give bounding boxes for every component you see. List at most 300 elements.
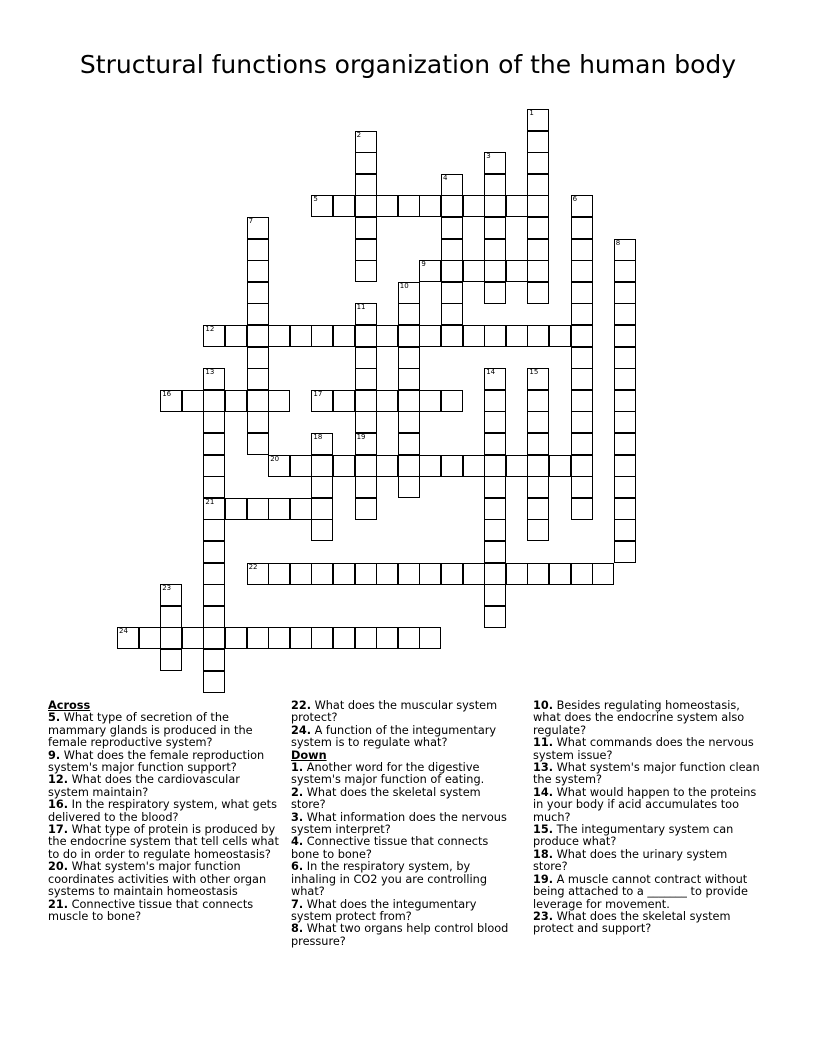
- crossword-cell[interactable]: [527, 239, 549, 261]
- crossword-cell[interactable]: [441, 195, 463, 217]
- crossword-cell[interactable]: [441, 174, 463, 196]
- crossword-cell[interactable]: [484, 152, 506, 174]
- crossword-cell[interactable]: [484, 174, 506, 196]
- crossword-cell[interactable]: [247, 325, 269, 347]
- crossword-cell[interactable]: [484, 433, 506, 455]
- crossword-cell[interactable]: [571, 433, 593, 455]
- crossword-cell[interactable]: [441, 303, 463, 325]
- clue-text: In the respiratory system, by inhaling in CO2 you are controlling what?: [291, 860, 488, 899]
- clue-item: [48, 750, 280, 775]
- clue-number: 8: [615, 238, 621, 247]
- crossword-cell[interactable]: [419, 325, 441, 347]
- crossword-cell[interactable]: [355, 563, 377, 585]
- crossword-cell[interactable]: [527, 195, 549, 217]
- crossword-cell[interactable]: [614, 476, 636, 498]
- crossword-cell[interactable]: [290, 455, 312, 477]
- clue-item: [533, 762, 765, 787]
- crossword-cell[interactable]: [571, 563, 593, 585]
- crossword-cell[interactable]: [398, 282, 420, 304]
- crossword-cell[interactable]: [441, 390, 463, 412]
- crossword-cell[interactable]: [614, 347, 636, 369]
- crossword-cell[interactable]: [203, 476, 225, 498]
- crossword-cell[interactable]: [203, 606, 225, 628]
- crossword-cell[interactable]: [311, 325, 333, 347]
- clue-number: 11.: [533, 736, 554, 750]
- crossword-cell[interactable]: [203, 433, 225, 455]
- crossword-cell[interactable]: [484, 260, 506, 282]
- crossword-cell[interactable]: [571, 303, 593, 325]
- crossword-cell[interactable]: [419, 627, 441, 649]
- crossword-cell[interactable]: [203, 563, 225, 585]
- crossword-cell[interactable]: [225, 627, 247, 649]
- crossword-cell[interactable]: [247, 433, 269, 455]
- crossword-cell[interactable]: [571, 347, 593, 369]
- clue-item: [533, 874, 765, 911]
- clue-text: What commands does the nervous system issue?: [533, 736, 754, 762]
- crossword-cell[interactable]: [398, 390, 420, 412]
- crossword-cell[interactable]: [290, 325, 312, 347]
- clue-number: 14.: [533, 785, 554, 799]
- clue-number: 10.: [533, 699, 554, 712]
- crossword-cell[interactable]: [203, 325, 225, 347]
- crossword-cell[interactable]: [614, 541, 636, 563]
- crossword-cell[interactable]: [571, 368, 593, 390]
- crossword-cell[interactable]: [484, 239, 506, 261]
- crossword-cell[interactable]: [527, 368, 549, 390]
- crossword-cell[interactable]: [571, 282, 593, 304]
- crossword-cell[interactable]: [225, 498, 247, 520]
- crossword-cell[interactable]: [355, 347, 377, 369]
- crossword-cell[interactable]: [527, 217, 549, 239]
- crossword-cell[interactable]: [182, 390, 204, 412]
- crossword-cell[interactable]: [614, 411, 636, 433]
- crossword-cell[interactable]: [203, 455, 225, 477]
- crossword-cell[interactable]: [311, 433, 333, 455]
- crossword-cell[interactable]: [355, 411, 377, 433]
- crossword-cell[interactable]: [527, 476, 549, 498]
- crossword-cell[interactable]: [463, 455, 485, 477]
- crossword-cell[interactable]: [571, 411, 593, 433]
- clue-number: 8.: [291, 922, 304, 936]
- clue-text: A function of the integumentary system is to regulate what?: [291, 723, 497, 750]
- crossword-cell[interactable]: [268, 627, 290, 649]
- crossword-cell[interactable]: [398, 433, 420, 455]
- crossword-cell[interactable]: [160, 390, 182, 412]
- crossword-cell[interactable]: [463, 563, 485, 585]
- crossword-cell[interactable]: [247, 260, 269, 282]
- clue-item: [291, 700, 517, 725]
- crossword-cell[interactable]: [203, 498, 225, 520]
- clue-item: [48, 824, 280, 861]
- clue-number: 11: [356, 303, 366, 312]
- clue-item: [533, 787, 765, 824]
- crossword-cell[interactable]: [484, 325, 506, 347]
- crossword-cell[interactable]: [355, 627, 377, 649]
- crossword-cell[interactable]: [225, 325, 247, 347]
- crossword-cell[interactable]: [484, 411, 506, 433]
- crossword-cell[interactable]: [311, 519, 333, 541]
- crossword-cell[interactable]: [484, 584, 506, 606]
- crossword-cell[interactable]: [203, 411, 225, 433]
- crossword-cell[interactable]: [484, 195, 506, 217]
- crossword-cell[interactable]: [484, 498, 506, 520]
- crossword-cell[interactable]: [398, 303, 420, 325]
- crossword-cell[interactable]: [527, 131, 549, 153]
- crossword-cell[interactable]: [506, 325, 528, 347]
- clue-text: What does the muscular system protect?: [291, 699, 498, 725]
- clue-text: Connective tissue that connects muscle to bone?: [48, 897, 254, 923]
- crossword-cell[interactable]: [355, 239, 377, 261]
- crossword-cell[interactable]: [571, 195, 593, 217]
- crossword-cell[interactable]: [614, 498, 636, 520]
- crossword-cell[interactable]: [484, 282, 506, 304]
- crossword-cell[interactable]: [398, 563, 420, 585]
- crossword-cell[interactable]: [247, 239, 269, 261]
- clue-text: A muscle cannot contract without being attached to a _______ to provide leverage for movement.: [533, 872, 748, 911]
- crossword-cell[interactable]: [527, 325, 549, 347]
- crossword-cell[interactable]: [182, 627, 204, 649]
- crossword-cell[interactable]: [355, 131, 377, 153]
- crossword-cell[interactable]: [333, 627, 355, 649]
- crossword-cell[interactable]: [203, 541, 225, 563]
- crossword-cell[interactable]: [614, 239, 636, 261]
- crossword-cell[interactable]: [355, 217, 377, 239]
- clue-number: 22: [248, 562, 258, 571]
- crossword-cell[interactable]: [614, 455, 636, 477]
- crossword-cell[interactable]: [484, 217, 506, 239]
- crossword-cell[interactable]: [441, 282, 463, 304]
- crossword-cell[interactable]: [441, 325, 463, 347]
- crossword-cell[interactable]: [398, 411, 420, 433]
- crossword-cell[interactable]: [527, 519, 549, 541]
- clues-column-2: [291, 700, 517, 948]
- clue-text: What type of secretion of the mammary glands is produced in the female reproductive system?: [48, 711, 253, 750]
- clue-item: [291, 725, 517, 750]
- crossword-cell[interactable]: [376, 325, 398, 347]
- clue-text: What does the integumentary system protect from?: [291, 897, 477, 923]
- clue-number: 3: [486, 152, 491, 161]
- down-heading: Down: [291, 748, 327, 762]
- crossword-cell[interactable]: [247, 498, 269, 520]
- clue-number: 17.: [48, 823, 69, 837]
- crossword-cell[interactable]: [506, 455, 528, 477]
- clue-number: 9: [421, 260, 426, 269]
- crossword-cell[interactable]: [398, 476, 420, 498]
- crossword-cell[interactable]: [549, 325, 571, 347]
- clue-number: 7: [248, 217, 254, 225]
- down-clues-list-continued: [533, 700, 765, 936]
- crossword-cell[interactable]: [203, 584, 225, 606]
- crossword-cell[interactable]: [376, 627, 398, 649]
- page-title: Structural functions organization of the human body: [79, 50, 737, 79]
- clue-number: 23: [162, 584, 172, 593]
- crossword-cell[interactable]: [203, 390, 225, 412]
- clue-text: What does the cardiovascular system maintain?: [48, 773, 240, 799]
- crossword-cell[interactable]: [614, 433, 636, 455]
- clue-number: 2: [356, 130, 362, 139]
- crossword-cell[interactable]: [527, 411, 549, 433]
- crossword-cell[interactable]: [484, 519, 506, 541]
- clue-item: [48, 712, 280, 749]
- clue-number: 3.: [291, 810, 304, 824]
- crossword-cell[interactable]: [571, 455, 593, 477]
- clue-text: What does the female reproduction system's major function support?: [48, 748, 265, 775]
- crossword-cell[interactable]: [527, 433, 549, 455]
- crossword-cell[interactable]: [290, 627, 312, 649]
- clue-item: [48, 774, 280, 799]
- crossword-cell[interactable]: [398, 325, 420, 347]
- crossword-cell[interactable]: [311, 195, 333, 217]
- clue-number: 19.: [533, 872, 554, 886]
- crossword-cell[interactable]: [376, 563, 398, 585]
- crossword-cell[interactable]: [441, 455, 463, 477]
- crossword-cell[interactable]: [614, 303, 636, 325]
- clue-text: Another word for the digestive system's major function of eating.: [291, 761, 485, 787]
- crossword-cell[interactable]: [614, 325, 636, 347]
- crossword-cell[interactable]: [592, 563, 614, 585]
- clue-text: Connective tissue that connects bone to bone?: [291, 835, 489, 861]
- crossword-cell[interactable]: [484, 541, 506, 563]
- crossword-cell[interactable]: [139, 627, 161, 649]
- clue-number: 4.: [291, 835, 304, 849]
- across-heading: Across: [48, 699, 91, 712]
- crossword-cell[interactable]: [441, 239, 463, 261]
- crossword-cell[interactable]: [333, 195, 355, 217]
- clue-number: 13.: [533, 761, 554, 775]
- crossword-cell[interactable]: [506, 260, 528, 282]
- crossword-cell[interactable]: [527, 152, 549, 174]
- crossword-cell[interactable]: [419, 455, 441, 477]
- crossword-cell[interactable]: [463, 325, 485, 347]
- down-clues-list: [291, 762, 517, 948]
- crossword-cell[interactable]: [441, 260, 463, 282]
- crossword-cell[interactable]: [441, 217, 463, 239]
- clue-number: 6: [572, 195, 578, 204]
- clue-number: 1.: [291, 761, 304, 775]
- crossword-cell[interactable]: [376, 390, 398, 412]
- crossword-cell[interactable]: [290, 563, 312, 585]
- crossword-cell[interactable]: [333, 563, 355, 585]
- across-clues-list: [48, 712, 280, 923]
- clue-item: [291, 923, 517, 948]
- crossword-cell[interactable]: [247, 282, 269, 304]
- crossword-cell[interactable]: [203, 368, 225, 390]
- clue-number: 18: [313, 433, 323, 441]
- crossword-cell[interactable]: [484, 455, 506, 477]
- crossword-cell[interactable]: [527, 282, 549, 304]
- crossword-cell[interactable]: [571, 239, 593, 261]
- crossword-cell[interactable]: [506, 563, 528, 585]
- crossword-cell[interactable]: [247, 627, 269, 649]
- crossword-cell[interactable]: [247, 303, 269, 325]
- crossword-cell[interactable]: [117, 627, 139, 649]
- clue-number: 16.: [48, 798, 69, 812]
- crossword-cell[interactable]: [506, 195, 528, 217]
- crossword-cell[interactable]: [311, 390, 333, 412]
- clue-number: 24: [119, 627, 128, 636]
- clue-text: What does the skeletal system store?: [291, 785, 481, 812]
- clue-number: 9.: [48, 748, 61, 762]
- crossword-cell[interactable]: [355, 325, 377, 347]
- crossword-cell[interactable]: [571, 390, 593, 412]
- clue-text: What type of protein is produced by the endocrine system that tell cells what to do in order to regulate homeostasis?: [48, 823, 279, 861]
- crossword-cell[interactable]: [441, 563, 463, 585]
- crossword-cell[interactable]: [160, 584, 182, 606]
- crossword-cell[interactable]: [484, 390, 506, 412]
- crossword-cell[interactable]: [614, 282, 636, 304]
- crossword-cell[interactable]: [268, 455, 290, 477]
- crossword-cell[interactable]: [311, 476, 333, 498]
- crossword-cell[interactable]: [571, 217, 593, 239]
- crossword-cell[interactable]: [484, 368, 506, 390]
- crossword-cell[interactable]: [463, 195, 485, 217]
- crossword-cell[interactable]: [614, 390, 636, 412]
- across-clues-list-continued: [291, 700, 517, 750]
- clue-item: [291, 899, 517, 924]
- crossword-cell[interactable]: [376, 195, 398, 217]
- clue-number: 20: [270, 454, 280, 463]
- crossword-cell[interactable]: [614, 519, 636, 541]
- crossword-cell[interactable]: [571, 498, 593, 520]
- crossword-cell[interactable]: [527, 174, 549, 196]
- crossword-cell[interactable]: [398, 368, 420, 390]
- clue-number: 17: [313, 389, 323, 398]
- clue-number: 13: [205, 368, 215, 377]
- crossword-cell[interactable]: [571, 476, 593, 498]
- clue-number: 19: [356, 433, 366, 441]
- clue-text: What information does the nervous system interpret?: [291, 810, 507, 837]
- crossword-cell[interactable]: [203, 649, 225, 671]
- clue-number: 22.: [291, 699, 312, 712]
- crossword-cell[interactable]: [311, 455, 333, 477]
- crossword-cell[interactable]: [247, 217, 269, 239]
- crossword-cell[interactable]: [311, 563, 333, 585]
- crossword-cell[interactable]: [398, 455, 420, 477]
- crossword-cell[interactable]: [247, 368, 269, 390]
- clue-text: What would happen to the proteins in your body if acid accumulates too much?: [533, 785, 757, 824]
- clue-number: 14: [486, 368, 496, 377]
- crossword-cell[interactable]: [398, 195, 420, 217]
- crossword-cell[interactable]: [225, 390, 247, 412]
- crossword-cell[interactable]: [333, 325, 355, 347]
- clue-number: 12: [205, 325, 215, 333]
- clue-text: The integumentary system can produce what?: [533, 823, 734, 849]
- clue-number: 21: [205, 497, 215, 506]
- crossword-cell[interactable]: [355, 260, 377, 282]
- crossword-cell[interactable]: [268, 390, 290, 412]
- crossword-cell[interactable]: [311, 627, 333, 649]
- crossword-cell[interactable]: [527, 109, 549, 131]
- crossword-cell[interactable]: [355, 303, 377, 325]
- clues-column-3: [533, 700, 765, 936]
- crossword-cell[interactable]: [355, 433, 377, 455]
- crossword-cell[interactable]: [355, 390, 377, 412]
- crossword-cell[interactable]: [376, 455, 398, 477]
- crossword-cell[interactable]: [290, 498, 312, 520]
- crossword-cell[interactable]: [527, 390, 549, 412]
- clue-number: 1: [529, 109, 534, 117]
- crossword-cell[interactable]: [527, 455, 549, 477]
- crossword-cell[interactable]: [484, 476, 506, 498]
- crossword-cell[interactable]: [247, 563, 269, 585]
- clue-text: What system's major function coordinates activities with other organ systems to maintain homeostasis: [48, 860, 267, 899]
- crossword-cell[interactable]: [203, 671, 225, 693]
- crossword-cell[interactable]: [355, 476, 377, 498]
- clue-number: 16: [162, 389, 172, 398]
- crossword-cell[interactable]: [549, 455, 571, 477]
- crossword-cell[interactable]: [247, 390, 269, 412]
- crossword-cell[interactable]: [355, 368, 377, 390]
- crossword-cell[interactable]: [398, 347, 420, 369]
- crossword-cell[interactable]: [247, 347, 269, 369]
- crossword-cell[interactable]: [419, 195, 441, 217]
- crossword-cell[interactable]: [311, 498, 333, 520]
- crossword-cell[interactable]: [419, 260, 441, 282]
- clue-number: 4: [443, 173, 448, 182]
- crossword-cell[interactable]: [398, 627, 420, 649]
- crossword-cell[interactable]: [355, 498, 377, 520]
- crossword-cell[interactable]: [203, 519, 225, 541]
- crossword-cell[interactable]: [160, 606, 182, 628]
- crossword-cell[interactable]: [355, 195, 377, 217]
- crossword-cell[interactable]: [527, 260, 549, 282]
- clue-item: [533, 849, 765, 874]
- crossword-cell[interactable]: [160, 627, 182, 649]
- crossword-cell[interactable]: [268, 325, 290, 347]
- clue-number: 7.: [291, 897, 304, 911]
- crossword-cell[interactable]: [355, 455, 377, 477]
- crossword-cell[interactable]: [527, 498, 549, 520]
- crossword-cell[interactable]: [333, 455, 355, 477]
- crossword-cell[interactable]: [463, 260, 485, 282]
- clue-item: [533, 737, 765, 762]
- crossword-cell[interactable]: [355, 174, 377, 196]
- crossword-cell[interactable]: [527, 563, 549, 585]
- crossword-cell[interactable]: [333, 390, 355, 412]
- crossword-cell[interactable]: [247, 411, 269, 433]
- clue-item: [533, 911, 765, 936]
- crossword-cell[interactable]: [484, 606, 506, 628]
- clue-number: 6.: [291, 860, 304, 874]
- clue-item: [291, 836, 517, 861]
- crossword-cell[interactable]: [203, 627, 225, 649]
- crossword-cell[interactable]: [268, 498, 290, 520]
- clue-number: 24.: [291, 723, 312, 737]
- clue-number: 20.: [48, 860, 69, 874]
- clue-item: [533, 700, 765, 737]
- crossword-cell[interactable]: [419, 563, 441, 585]
- clue-item: [291, 861, 517, 898]
- clue-item: [48, 899, 280, 924]
- clue-number: 21.: [48, 897, 69, 911]
- clue-number: 15: [529, 368, 539, 377]
- clue-item: [533, 824, 765, 849]
- crossword-cell[interactable]: [160, 649, 182, 671]
- clue-number: 10: [399, 281, 409, 290]
- crossword-cell[interactable]: [419, 390, 441, 412]
- crossword-cell[interactable]: [571, 260, 593, 282]
- crossword-cell[interactable]: [614, 368, 636, 390]
- clue-text: What two organs help control blood pressure?: [291, 922, 509, 948]
- clue-number: 2.: [291, 785, 304, 799]
- crossword-cell[interactable]: [355, 152, 377, 174]
- crossword-cell[interactable]: [268, 563, 290, 585]
- crossword-cell[interactable]: [571, 325, 593, 347]
- crossword-cell[interactable]: [614, 260, 636, 282]
- clue-number: 12.: [48, 773, 69, 787]
- crossword-cell[interactable]: [484, 563, 506, 585]
- crossword-cell[interactable]: [549, 563, 571, 585]
